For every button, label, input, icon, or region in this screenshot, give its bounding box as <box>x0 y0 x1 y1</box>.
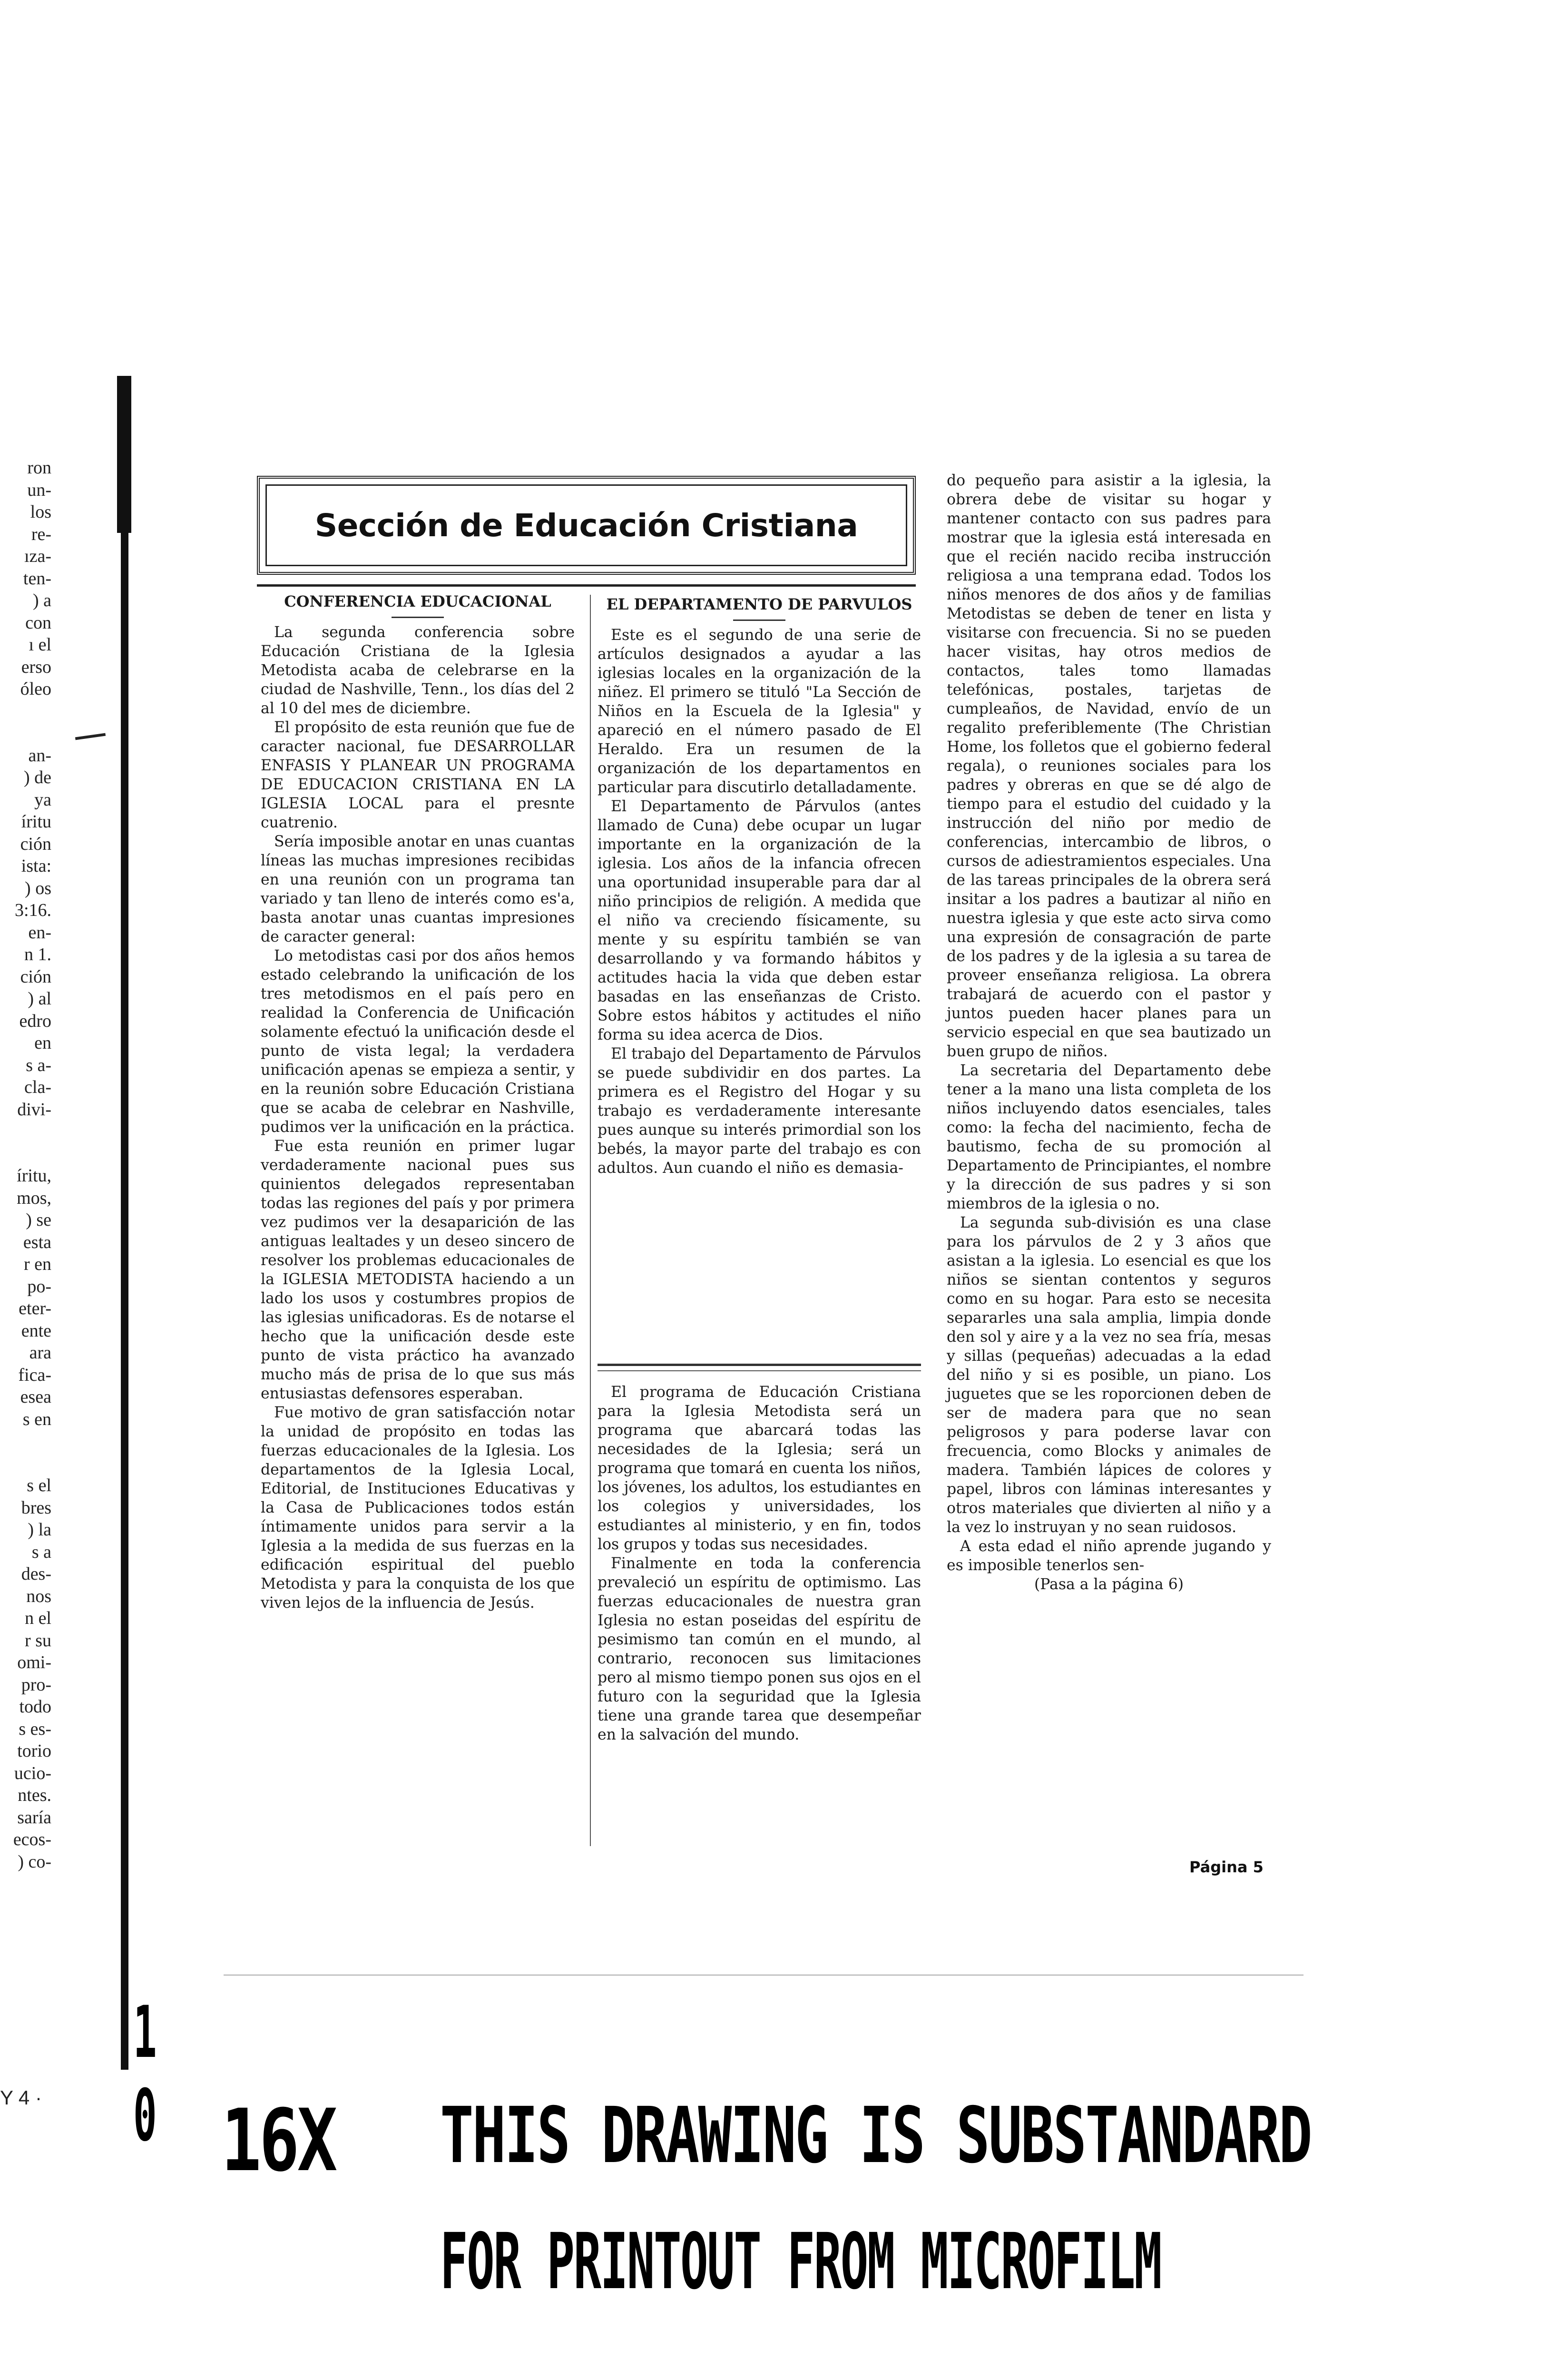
paragraph: do pequeño para asistir a la iglesia, la obrera debe de visitar su hogar y mantener contacto con sus padres para mostrar que la iglesia está interesada en que el recién nacido reciba instrucción religiosa a una temprana edad. Todos los niños menores de dos años y de familias Metodistas se deben de tener en lista y visitarse con frecuencia. Si no se pueden hacer visitas, hay otros medios de contactos, tales tomo llamadas telefónicas, postales, tarjetas de cumpleaños, de Navidad, envío de un regalito preferiblemente (The Christian Home, los folletos que el gobierno federal regala), o reuniones sociales para los padres y obreras en que se dé algo de tiempo para el estudio del cuidado y la instrucción del niño por medio de conferencias, intercambio de libros, o cursos de adiestramientos especiales. Una de las tareas principales de la obrera será insitar a los padres a bautizar al niño en nuestra iglesia y que este acto sirva como una expresión de consagración de parte de los padres y de la iglesia a su tarea de proveer enseñanza religiosa. La obrera trabajará de acuerdo con el pastor y juntos pueden hacer planes para un servicio especial en que sea bautizado un buen grupo de niños. <box>947 472 1271 1060</box>
paragraph: El Departamento de Párvulos (antes llamado de Cuna) debe ocupar un lugar importante en la organización de la iglesia. Los años de la infancia ofrecen una oportunidad insuperable para dar al niño principios de religión. A medida que el niño va creciendo físicamente, su mente y su espíritu también se van desarrollando y va formando hábitos y actitudes hacia la vida que deben estar basadas en las enseñanzas de Cristo. Sobre estos hábitos y actitudes el niño forma su idea acerca de Dios. <box>598 798 921 1043</box>
paragraph: Este es el segundo de una serie de artículos designados a ayudar a las iglesias locales en la organización de la niñez. El primero se tituló "La Sección de Niños en la Escuela de la Iglesia" y apareció en el número pasado de El Heraldo. Era un resumen de la organización de los departamentos en particular para discutirlo detalladamente. <box>598 627 921 796</box>
header-underline <box>257 584 916 587</box>
article-parvulos <box>598 595 921 1178</box>
film-frame-digit: 0 <box>133 2074 157 2157</box>
article-parvulos-continued <box>947 471 1271 1594</box>
paragraph: Fue esta reunión en primer lugar verdaderamente nacional pues sus quinientos delegados representaban todas las regiones del país y por primera vez pudimos ver la desaparición de las antiguas lealtades y un deseo sincero de resolver los problemas educacionales de la IGLESIA METODISTA haciendo a un lado los usos y costumbres propios de las iglesias unificadoras. Es de notarse el hecho que la unificación desde este punto de vista práctico ha avanzado mucho más de prisa de lo que sus más entusiastas defensores esperaban. <box>261 1138 575 1402</box>
paragraph: El propósito de esta reunión que fue de caracter nacional, fue DESARROLLAR ENFASIS Y PLANEAR UN PROGRAMA DE EDUCACION CRISTIANA EN LA IGLESIA LOCAL para el presnte cuatrenio. <box>261 719 575 831</box>
film-margin-code: Y 4 · <box>0 2086 42 2109</box>
page-number: Página 5 <box>1189 1858 1264 1876</box>
column-divider <box>590 595 591 1846</box>
heading-rule <box>392 617 444 618</box>
margin-mark <box>75 733 106 740</box>
paragraph: Fue motivo de gran satisfacción notar la unidad de propósito en todas las fuerzas educacionales de la Iglesia. Los departamentos de la Iglesia Local, Editorial, de Instituciones Educativas y la Casa de Publicaciones todos están íntimamente unidos para servir a la Iglesia a la medida de sus fuerzas en la edificación espiritual del pueblo Metodista y para la conquista de los que viven lejos de la influencia de Jesús. <box>261 1404 575 1612</box>
page-bottom-rule <box>224 1975 1303 1976</box>
paragraph: Finalmente en toda la conferencia prevaleció un espíritu de optimismo. Las fuerzas educacionales de nuestra gran Iglesia no estan poseidas del espíritu de pesimismo tan común en el mundo, al contrario, reconocen sus limitaciones pero al mismo tiempo ponen sus ojos en el futuro con la seguridad que la Iglesia tiene una grande tarea que desempeñar en la salvación del mundo. <box>598 1555 921 1743</box>
microfilm-stamp-line: THIS DRAWING IS SUBSTANDARD <box>440 2091 1311 2181</box>
article-conferencia-continued <box>598 1383 921 1744</box>
paragraph: La segunda conferencia sobre Educación Cristiana de la Iglesia Metodista acaba de celebrarse en la ciudad de Nashville, Tenn., los días del 2 al 10 del mes de diciembre. <box>261 624 575 717</box>
article-heading: EL DEPARTAMENTO DE PARVULOS <box>606 595 912 613</box>
page-title: Sección de Educación Cristiana <box>314 507 858 544</box>
paragraph: A esta edad el niño aprende jugando y es imposible tenerlos sen- <box>947 1538 1271 1574</box>
microfilm-stamp-line: FOR PRINTOUT FROM MICROFILM <box>440 2217 1161 2307</box>
paragraph: La segunda sub-división es una clase para los párvulos de 2 y 3 años que asistan a la iglesia. Lo esencial es que los niños se sientan contentos y seguros como en su hogar. Para esto se necesita separarles una sala amplia, limpia donde den sol y aire y a la vez no sea fría, mesas y sillas (pequeñas) adecuadas a la edad del niño y si es posible, un piano. Los juguetes que se les roporcionen deben de ser de madera para que no sean peligrosos y para poderse lavar con frecuencia, como Blocks y animales de madera. También lápices de colores y papel, libros con láminas interesantes y otros materiales que divierten al niño y a la vez lo instruyan y no sean ruidosos. <box>947 1214 1271 1536</box>
section-header-inner <box>265 484 907 566</box>
page-edge-rule-top <box>117 376 131 533</box>
section-header-box <box>257 476 916 575</box>
article-conferencia <box>261 592 575 1612</box>
article-heading: CONFERENCIA EDUCACIONAL <box>284 592 551 610</box>
paragraph: El trabajo del Departamento de Párvulos se puede subdividir en dos partes. La primera es el Registro del Hogar y su trabajo es verdaderamente interesante pues aunque su interés primordial son los bebés, la mayor parte del trabajo es con adultos. Aun cuando el niño es demasia- <box>598 1045 921 1177</box>
film-frame-digit: 1 <box>133 1991 157 2074</box>
page-edge-rule <box>121 376 128 2070</box>
section-divider <box>598 1364 921 1366</box>
section-divider-thin <box>598 1370 921 1371</box>
paragraph: Lo metodistas casi por dos años hemos estado celebrando la unificación de los tres metodismos en el país pero en realidad la Conferencia de Unificación solamente efectuó la unificación desde el punto de vista legal; la verdadera unificación apenas se empieza a sentir, y en la reunión sobre Educación Cristiana que se acaba de celebrar en Nashville, pudimos ver la unificación en la práctica. <box>261 947 575 1136</box>
adjacent-page-fragment: ron un- los re- ıza- ten- ) a con ı el erso óleo an- ) de ya íritu ción ista: ) os 3:16. en- n 1. ción ) al edro en s a- cla- divi- íritu, mos, ) se esta r en po- eter- ente ara fica- esea s en s el bres ) la s a des- nos n el r su omi- pro- todo s es- torio ucio- ntes. saría ecos- ) co- <box>13 458 51 1872</box>
heading-rule <box>733 619 785 621</box>
paragraph: La secretaria del Departamento debe tener a la mano una lista completa de los niños incluyendo datos esenciales, tales como: la fecha del nacimiento, fecha de bautismo, fecha de su promoción al Departamento de Principiantes, el nombre y la dirección de sus padres y si son miembros de la iglesia o no. <box>947 1062 1271 1212</box>
paragraph: El programa de Educación Cristiana para la Iglesia Metodista será un programa que abarcará todas las necesidades de la Iglesia; será un programa que tomará en cuenta los niños, los jóvenes, los adultos, los estudiantes en los colegios y universidades, los estudiantes al ministerio, y en fin, todos los grupos y todas sus necesidades. <box>598 1384 921 1553</box>
continuation-note: (Pasa a la página 6) <box>1034 1576 1184 1593</box>
microfilm-reduction-label: 16X <box>221 2091 335 2191</box>
paragraph: Sería imposible anotar en unas cuantas líneas las muchas impresiones recibidas en una reunión con un programa tan variado y tan lleno de interés como es'a, basta anotar unas cuantas impresiones de caracter general: <box>261 833 575 945</box>
